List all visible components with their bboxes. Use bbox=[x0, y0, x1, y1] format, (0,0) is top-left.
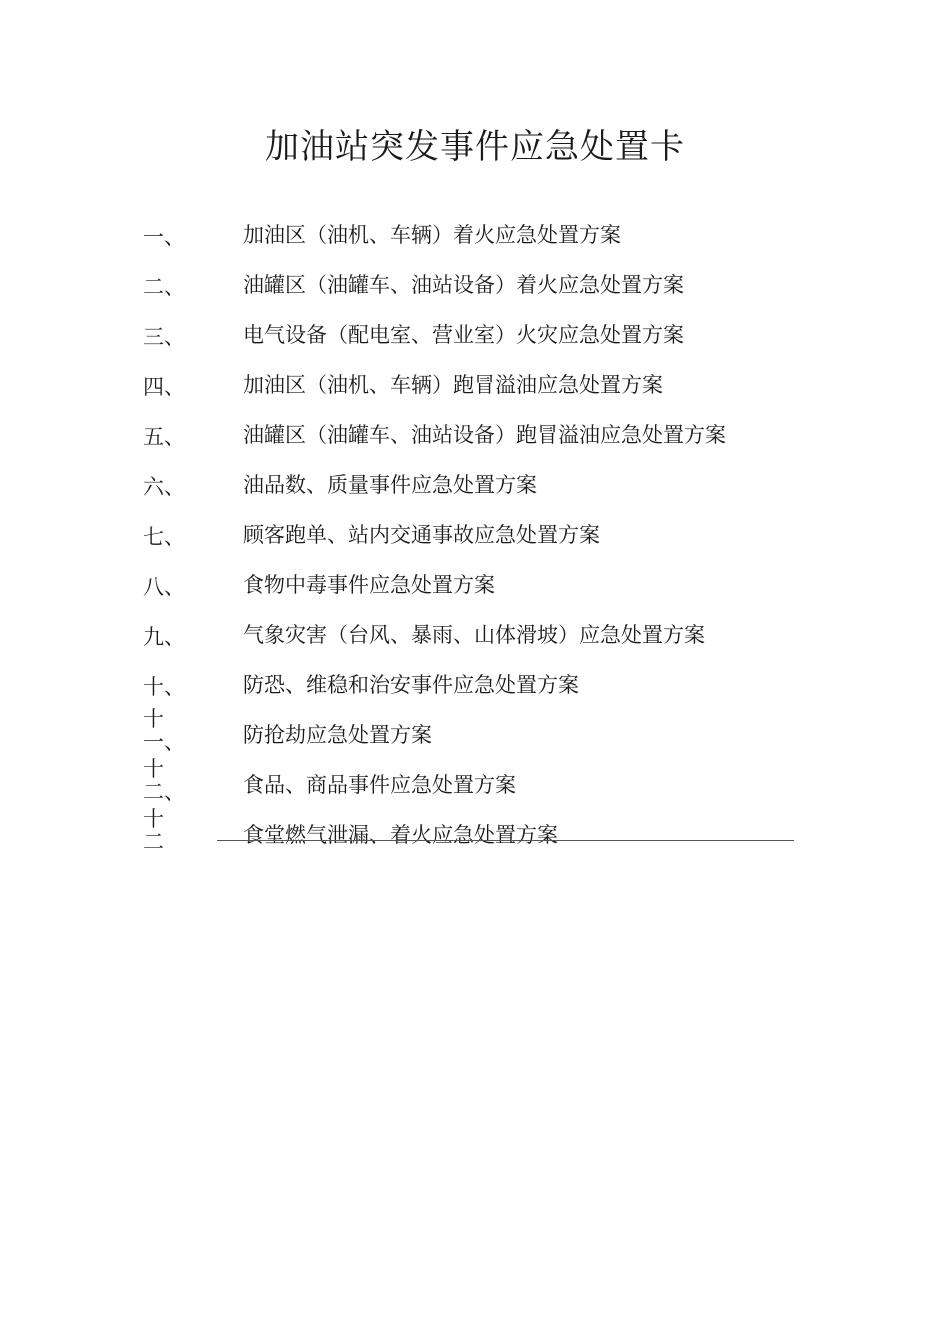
toc-item-title: 加油区（油机、车辆）着火应急处置方案 bbox=[243, 223, 621, 247]
toc-item-number: 九、 bbox=[143, 625, 185, 649]
toc-item-number: 十、 bbox=[143, 675, 185, 699]
toc-item-title: 油品数、质量事件应急处置方案 bbox=[243, 473, 537, 497]
toc-item-title: 油罐区（油罐车、油站设备）跑冒溢油应急处置方案 bbox=[243, 423, 726, 447]
toc-item-13 bbox=[0, 808, 950, 858]
toc-item-3 bbox=[0, 308, 950, 358]
toc-item-title: 油罐区（油罐车、油站设备）着火应急处置方案 bbox=[243, 273, 684, 297]
toc-item-title: 防恐、维稳和治安事件应急处置方案 bbox=[243, 673, 579, 697]
toc-item-title: 食品、商品事件应急处置方案 bbox=[243, 773, 516, 797]
toc-item-2 bbox=[0, 258, 950, 308]
toc-item-9 bbox=[0, 608, 950, 658]
toc-item-number: 五、 bbox=[143, 425, 185, 449]
toc-item-title: 顾客跑单、站内交通事故应急处置方案 bbox=[243, 523, 600, 547]
toc-item-number: 四、 bbox=[143, 375, 185, 399]
toc-item-10 bbox=[0, 658, 950, 708]
page-title: 加油站突发事件应急处置卡 bbox=[265, 126, 685, 167]
toc-item-number: 二、 bbox=[143, 275, 185, 299]
toc-item-11 bbox=[0, 708, 950, 758]
toc-item-6 bbox=[0, 458, 950, 508]
toc-item-title: 防抢劫应急处置方案 bbox=[243, 723, 432, 747]
toc-item-number: 一、 bbox=[143, 225, 185, 249]
toc-item-number: 八、 bbox=[143, 575, 185, 599]
toc-item-8 bbox=[0, 558, 950, 608]
toc-item-7 bbox=[0, 508, 950, 558]
toc-item-title: 加油区（油机、车辆）跑冒溢油应急处置方案 bbox=[243, 373, 663, 397]
toc-item-number: 三、 bbox=[143, 325, 185, 349]
toc-item-title: 食堂燃气泄漏、着火应急处置方案 bbox=[243, 823, 558, 847]
toc-item-title: 食物中毒事件应急处置方案 bbox=[243, 573, 495, 597]
toc-item-1 bbox=[0, 208, 950, 258]
toc-item-4 bbox=[0, 358, 950, 408]
toc-item-5 bbox=[0, 408, 950, 458]
toc-item-number: 十一、 bbox=[143, 707, 185, 754]
toc-item-title: 电气设备（配电室、营业室）火灾应急处置方案 bbox=[243, 323, 684, 347]
toc-item-number: 十二、 bbox=[143, 757, 185, 804]
toc-item-title: 气象灾害（台风、暴雨、山体滑坡）应急处置方案 bbox=[243, 623, 705, 647]
toc-item-number: 六、 bbox=[143, 475, 185, 499]
toc-item-number: 十二 bbox=[143, 807, 164, 854]
toc-item-12 bbox=[0, 758, 950, 808]
toc-item-number: 七、 bbox=[143, 525, 185, 549]
bottom-divider-line bbox=[217, 840, 794, 841]
